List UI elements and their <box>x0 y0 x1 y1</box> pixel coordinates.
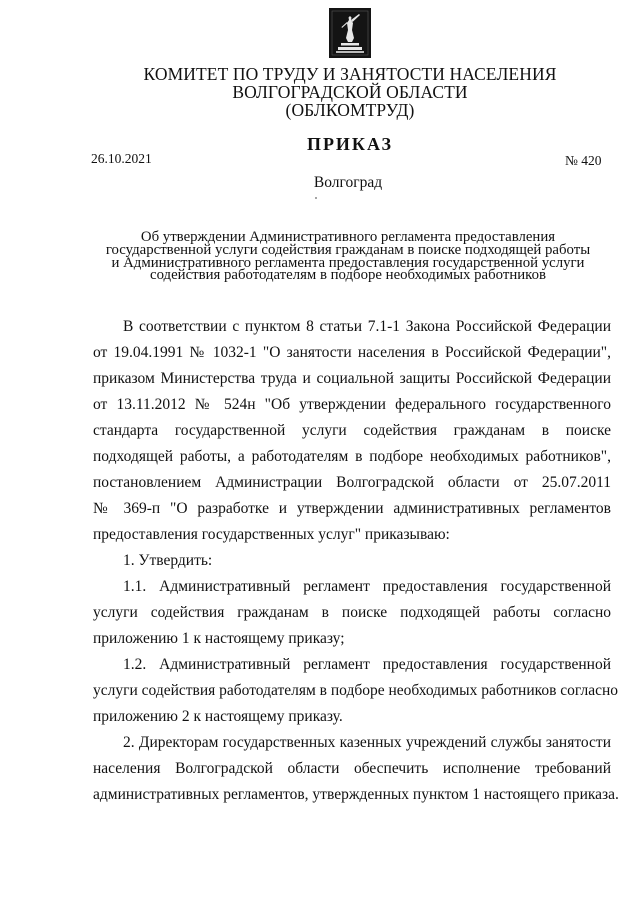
body-text-line: 1.1. Административный регламент предоставления государственной <box>123 578 611 595</box>
document-city: Волгоград <box>313 174 383 191</box>
body-text-line: населения Волгоградской области обеспечить исполнение требований <box>93 760 611 777</box>
body-text-line: административных регламентов, утвержденных пунктом 1 настоящего приказа. <box>93 786 619 803</box>
body-text-line: 2. Директорам государственных казенных учреждений службы занятости <box>123 734 611 751</box>
subject-line: содействия работодателям в подборе необходимых работников <box>150 267 546 284</box>
body-text-line: приложению 2 к настоящему приказу. <box>93 708 343 725</box>
body-text-line: стандарта государственной услуги содействия гражданам в поиске <box>93 422 611 439</box>
body-text-line: от 13.11.2012 № 524н "Об утверждении федерального государственного <box>93 396 611 413</box>
body-text-line: приказом Министерства труда и социальной защиты Российской Федерации <box>93 370 611 387</box>
body-text-line: постановлением Администрации Волгоградской области от 25.07.2011 <box>93 474 611 491</box>
organization-name-line-1: КОМИТЕТ ПО ТРУДУ И ЗАНЯТОСТИ НАСЕЛЕНИЯ <box>143 64 557 84</box>
document-type-title: ПРИКАЗ <box>306 134 394 154</box>
body-text-line: услуги содействия гражданам в поиске подходящей работы согласно <box>93 604 611 621</box>
body-text-line: № 369-п "О разработке и утверждении административных регламентов <box>93 500 611 517</box>
subject-line: Об утверждении Административного регламента предоставления <box>140 229 556 245</box>
body-text-line: от 19.04.1991 № 1032-1 "О занятости населения в Российской Федерации", <box>93 344 611 361</box>
body-text-line: предоставления государственных услуг" приказываю: <box>93 526 450 543</box>
scan-speck <box>315 197 317 199</box>
body-text-line: 1.2. Административный регламент предоставления государственной <box>123 656 611 673</box>
document-number: № 420 <box>565 153 602 168</box>
document-subject <box>90 231 606 282</box>
subject-line: государственной услуги содействия гражданам в поиске подходящей работы <box>105 241 591 258</box>
body-text-line: подходящей работы, а работодателям в подборе необходимых работников", <box>93 448 611 465</box>
body-text-line: приложению 1 к настоящему приказу; <box>93 630 345 647</box>
body-text-line: услуги содействия работодателям в подборе необходимых работников согласно <box>93 682 619 699</box>
organization-name-line-2: ВОЛГОГРАДСКОЙ ОБЛАСТИ <box>232 82 468 102</box>
subject-line: и Административного регламента предоставления государственной услуги <box>111 254 585 271</box>
body-text-line: В соответствии с пунктом 8 статьи 7.1-1 Закона Российской Федерации <box>123 318 611 335</box>
organization-abbreviation: (ОБЛКОМТРУД) <box>285 100 415 120</box>
body-text-line: 1. Утвердить: <box>123 552 213 569</box>
document-body <box>93 314 619 808</box>
volgograd-coat-of-arms-emblem <box>329 8 371 58</box>
document-date: 26.10.2021 <box>91 151 152 166</box>
